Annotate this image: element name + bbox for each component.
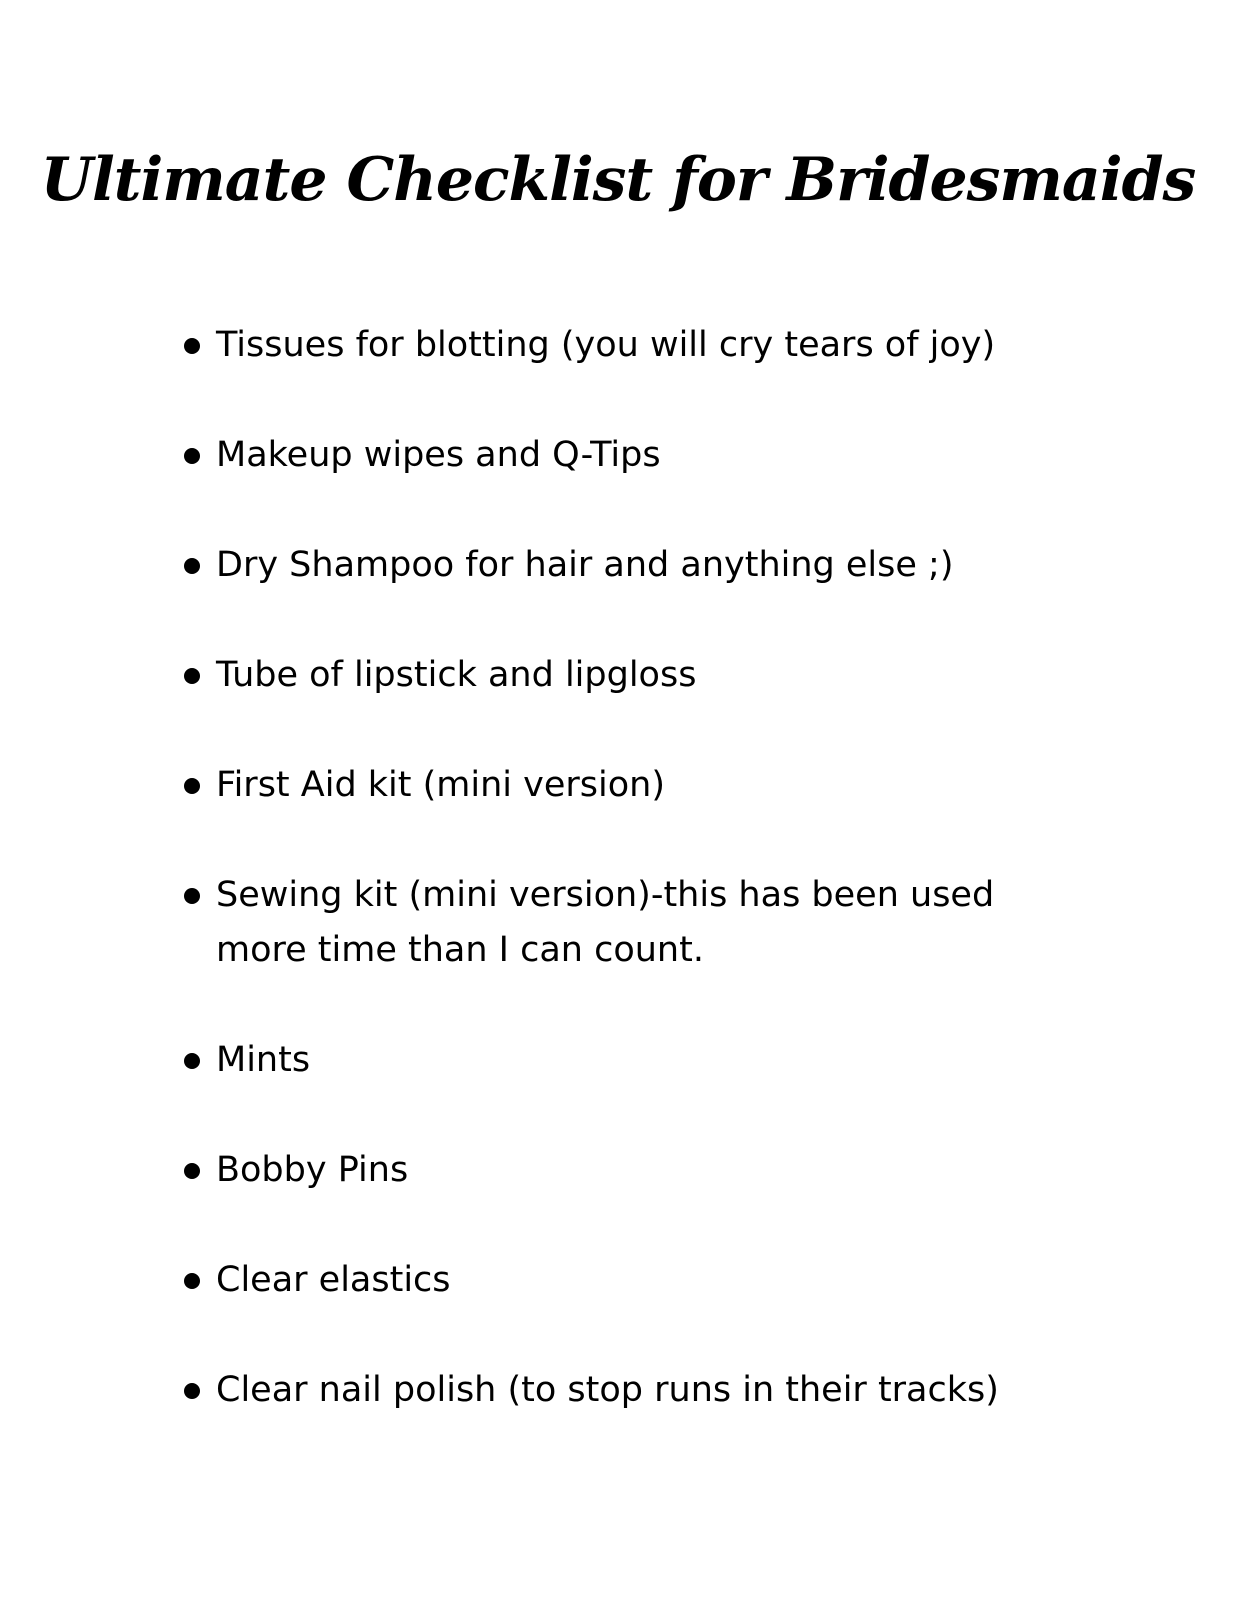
- bullet-icon: [184, 758, 216, 813]
- checklist-item: [184, 428, 1044, 483]
- bullet-icon: [184, 318, 216, 373]
- bullet-icon: [184, 648, 216, 703]
- checklist-item-text: Tissues for blotting (you will cry tears of joy): [216, 325, 996, 365]
- bullet-icon: [184, 1033, 216, 1088]
- bullet-icon: [184, 538, 216, 593]
- checklist-item: [184, 758, 1044, 813]
- checklist-item-text: Mints: [216, 1040, 311, 1080]
- checklist-item: [184, 868, 1044, 978]
- checklist-item: [184, 1363, 1044, 1418]
- bullet-icon: [184, 868, 216, 923]
- checklist-item-text: First Aid kit (mini version): [216, 765, 665, 805]
- checklist-item-text: Clear elastics: [216, 1260, 451, 1300]
- checklist: [184, 318, 1044, 1473]
- document-title: Ultimate Checklist for Bridesmaids: [40, 145, 1196, 215]
- bullet-icon: [184, 1143, 216, 1198]
- checklist-item: [184, 1143, 1044, 1198]
- checklist-item: [184, 1253, 1044, 1308]
- checklist-item-text: Clear nail polish (to stop runs in their tracks): [216, 1370, 999, 1410]
- bullet-icon: [184, 1363, 216, 1418]
- bullet-icon: [184, 1253, 216, 1308]
- checklist-item: [184, 318, 1044, 373]
- checklist-item-text: Makeup wipes and Q-Tips: [216, 435, 661, 475]
- checklist-item-text: Sewing kit (mini version)-this has been used more time than I can count.: [216, 875, 995, 970]
- checklist-item: [184, 1033, 1044, 1088]
- checklist-item: [184, 648, 1044, 703]
- checklist-item-text: Tube of lipstick and lipgloss: [216, 655, 697, 695]
- bullet-icon: [184, 428, 216, 483]
- checklist-item: [184, 538, 1044, 593]
- checklist-item-text: Dry Shampoo for hair and anything else ;): [216, 545, 954, 585]
- checklist-item-text: Bobby Pins: [216, 1150, 409, 1190]
